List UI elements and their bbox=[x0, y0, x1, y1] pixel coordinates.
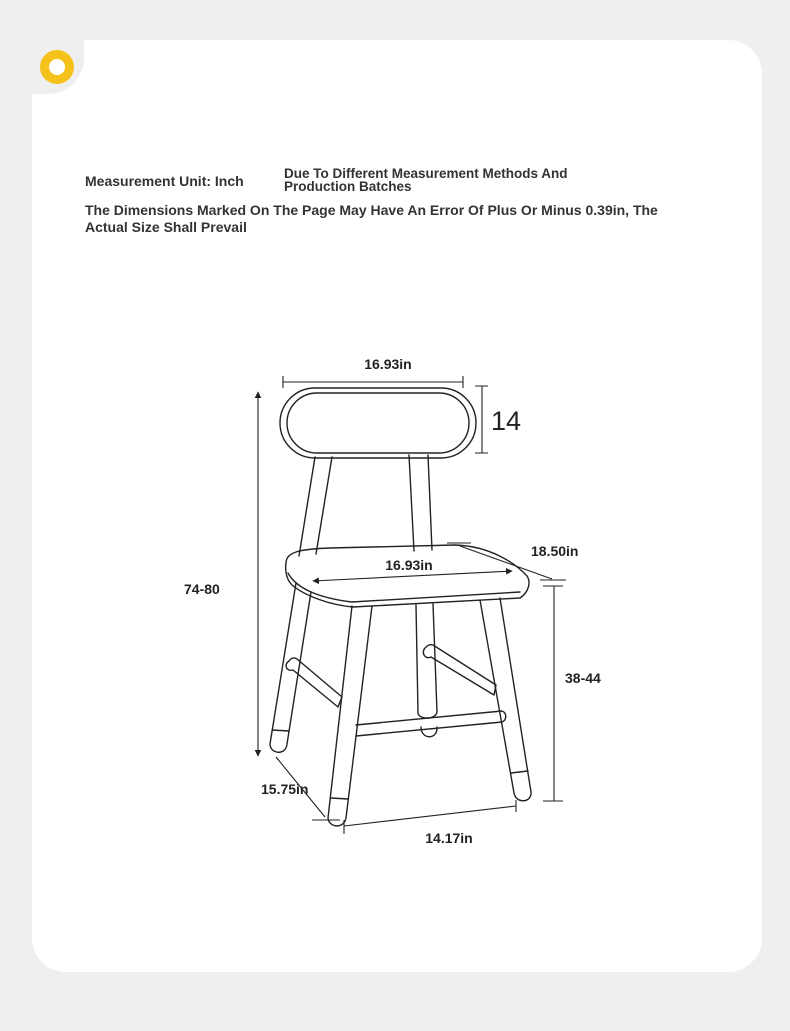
backrest-height-dimension-line bbox=[475, 386, 488, 453]
measurement-disclaimer-long: The Dimensions Marked On The Page May Have An Error Of Plus Or Minus 0.39in, The Actual Size Shall Prevail bbox=[85, 202, 658, 235]
measurement-disclaimer-short: Due To Different Measurement Methods And Production Batches bbox=[284, 166, 568, 194]
chair-back-post-left bbox=[299, 457, 332, 556]
chair-backrest-inner bbox=[287, 393, 469, 453]
total-height-label: 74-80 bbox=[184, 581, 220, 597]
chair-leg-front-right bbox=[328, 606, 372, 826]
base-width-dimension-line bbox=[344, 800, 516, 834]
backrest-width-label: 16.93in bbox=[364, 356, 412, 372]
base-width-label: 14.17in bbox=[425, 830, 473, 846]
chair-seat-edge bbox=[288, 573, 520, 602]
base-depth-label: 15.75in bbox=[261, 781, 309, 797]
seat-height-dimension-line bbox=[543, 586, 563, 801]
chair-leg-rear bbox=[416, 604, 437, 718]
chair-backrest bbox=[280, 388, 476, 458]
backrest-width-dimension-line bbox=[283, 376, 463, 388]
chair-leg-cap-front-right bbox=[331, 798, 348, 799]
chair-leg-cap-back-right bbox=[511, 771, 528, 773]
seat-depth-label: 18.50in bbox=[531, 543, 579, 559]
chair-back-post-right bbox=[409, 455, 432, 551]
chair-outline bbox=[270, 388, 531, 826]
backrest-height-label: 14 bbox=[491, 406, 522, 436]
seat-width-label: 16.93in bbox=[385, 557, 433, 573]
dimension-lines bbox=[258, 376, 566, 834]
seat-height-label: 38-44 bbox=[565, 670, 601, 686]
chair-leg-back-right bbox=[480, 598, 531, 801]
chair-stretcher-front bbox=[356, 711, 506, 736]
measurement-unit-label: Measurement Unit: Inch bbox=[85, 173, 244, 189]
chair-leg-front-left bbox=[270, 583, 311, 752]
chair-leg-cap-front-left bbox=[272, 730, 289, 731]
